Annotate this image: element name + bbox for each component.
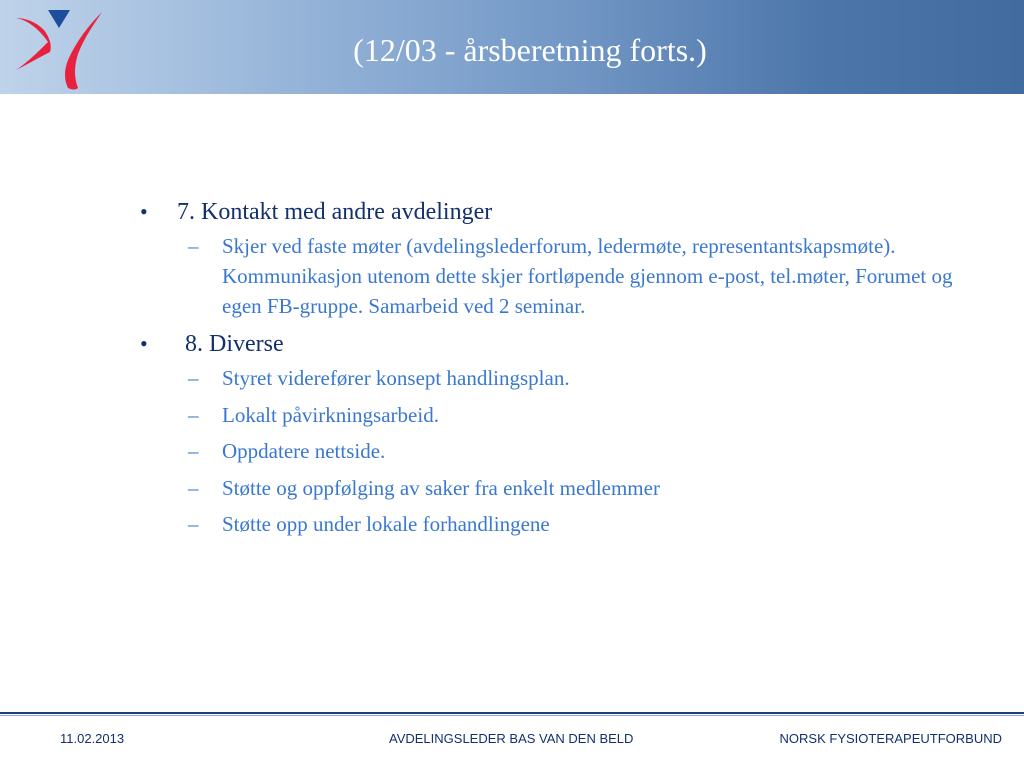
- header-bar: [0, 0, 1024, 94]
- y-logo-icon: [10, 6, 110, 90]
- footer-divider: [0, 712, 1024, 714]
- logo-right-stroke: [65, 12, 102, 90]
- sub-item-text: Skjer ved faste møter (avdelingslederforum, ledermøte, representantskapsmøte). Kommunikasjon utenom dette skjer fortløpende gjennom e-post, tel.møter, Forumet og egen FB-gruppe. Samarbeid ved 2 seminar.: [222, 234, 953, 318]
- dash-icon: –: [188, 234, 199, 258]
- sub-item: [140, 436, 990, 466]
- sub-item-text: Støtte opp under lokale forhandlingene: [222, 512, 550, 536]
- sub-item: [140, 231, 990, 321]
- sub-item-text: Lokalt påvirkningsarbeid.: [222, 402, 439, 427]
- sub-item-text: Styret viderefører konsept handlingsplan.: [222, 366, 570, 390]
- sub-item: [140, 473, 990, 503]
- slide-content: [140, 196, 990, 539]
- bullet-label: 7. Kontakt med andre avdelinger: [177, 199, 493, 225]
- bullet-item-kontakt: [140, 196, 990, 228]
- footer-date: 11.02.2013: [60, 731, 125, 746]
- sub-item: [140, 509, 990, 539]
- dash-icon: –: [188, 439, 199, 463]
- sub-item: [140, 400, 990, 430]
- bullet-icon: •: [140, 331, 148, 356]
- bullet-item-diverse: [140, 328, 990, 360]
- dash-icon: –: [188, 475, 199, 500]
- footer-author: AVDELINGSLEDER BAS VAN DEN BELD: [389, 731, 634, 746]
- bullet-label: 8. Diverse: [185, 331, 284, 357]
- dash-icon: –: [188, 512, 199, 536]
- bullet-icon: •: [140, 199, 148, 224]
- sub-item: [140, 363, 990, 393]
- sub-item-text: Oppdatere nettside.: [222, 439, 386, 463]
- dash-icon: –: [188, 366, 199, 390]
- sub-item-text: Støtte og oppfølging av saker fra enkelt medlemmer: [222, 475, 660, 500]
- slide-title: (12/03 - årsberetning forts.): [353, 32, 707, 68]
- footer-divider-thin: [0, 715, 1024, 716]
- logo-triangle: [48, 10, 70, 28]
- footer-organization: NORSK FYSIOTERAPEUTFORBUND: [779, 731, 1002, 746]
- logo-left-stroke: [16, 18, 51, 70]
- dash-icon: –: [188, 402, 199, 427]
